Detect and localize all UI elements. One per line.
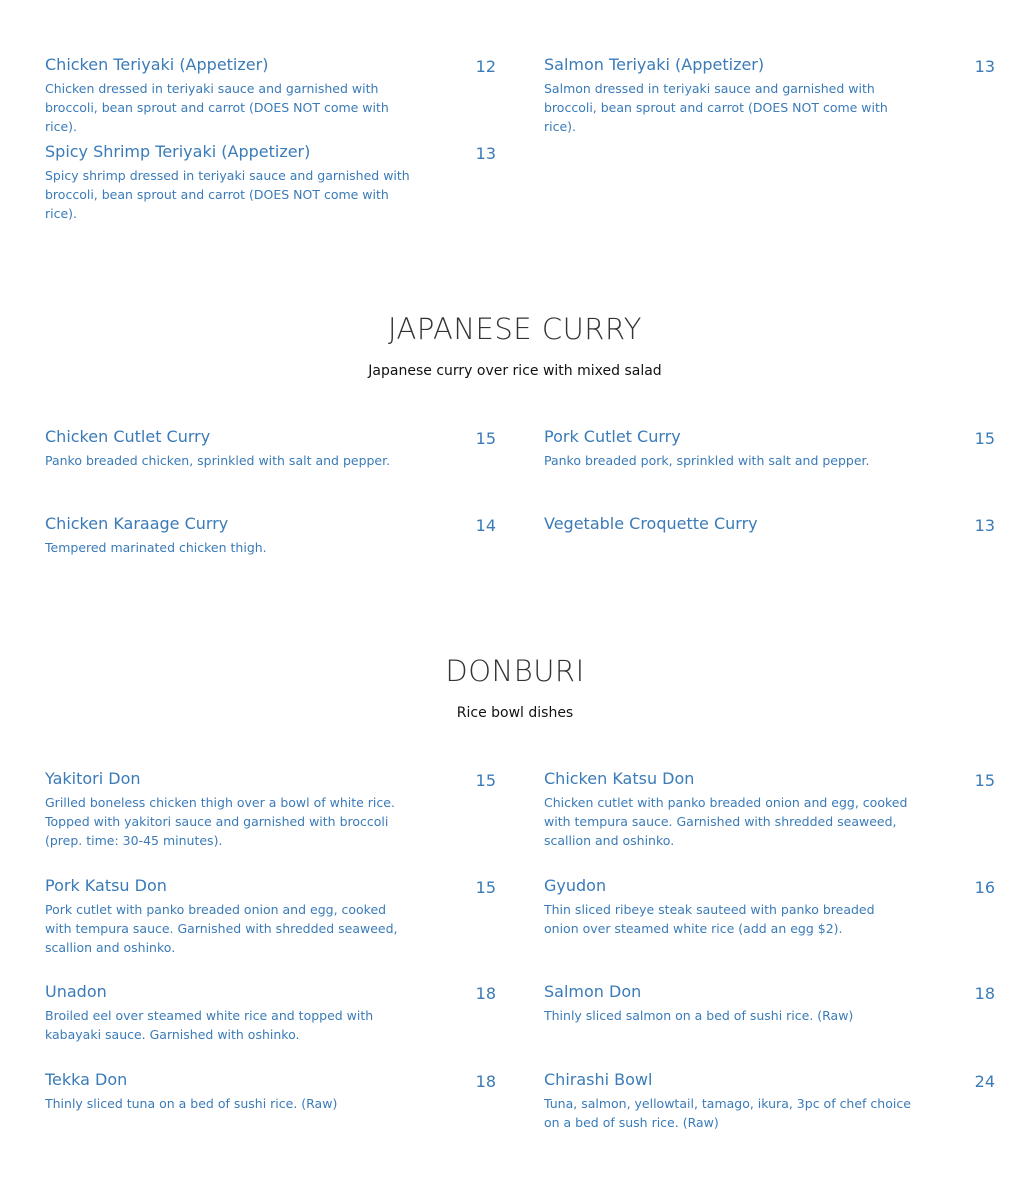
- menu-item[interactable]: [544, 513, 995, 535]
- menu-item[interactable]: [45, 513, 496, 557]
- menu-item-name: Chicken Karaage Curry: [45, 514, 229, 533]
- donburi-section: [45, 654, 995, 1130]
- section-subtitle: Japanese curry over rice with mixed salad: [368, 363, 662, 379]
- menu-item-name: Salmon Teriyaki (Appetizer): [544, 55, 765, 74]
- menu-item-price: 12: [475, 57, 496, 76]
- menu-item-name: Chicken Cutlet Curry: [45, 427, 211, 446]
- menu-item-price: 18: [475, 1072, 496, 1091]
- menu-item-description: Grilled boneless chicken thigh over a bowl of white rice. Topped with yakitori sauce and garnished with broccoli (prep. time: 30-45 minutes).: [45, 795, 395, 848]
- menu-item[interactable]: [544, 981, 995, 1025]
- menu-item-description: Panko breaded chicken, sprinkled with salt and pepper.: [45, 453, 391, 468]
- menu-item-name: Tekka Don: [45, 1070, 128, 1089]
- menu-item-name: Gyudon: [544, 876, 607, 895]
- menu-item-price: 15: [475, 429, 496, 448]
- menu-item-name: Spicy Shrimp Teriyaki (Appetizer): [45, 142, 311, 161]
- menu-item-description: Salmon dressed in teriyaki sauce and garnished with broccoli, bean sprout and carrot (DOES NOT come with rice).: [544, 81, 888, 134]
- menu-item-description: Spicy shrimp dressed in teriyaki sauce and garnished with broccoli, bean sprout and carrot (DOES NOT come with rice).: [45, 168, 410, 221]
- section-title: DONBURI: [445, 654, 585, 688]
- menu-item[interactable]: [45, 1069, 496, 1113]
- menu-item-price: 15: [475, 878, 496, 897]
- menu-item-description: Broiled eel over steamed white rice and topped with kabayaki sauce. Garnished with oshinko.: [45, 1008, 374, 1042]
- section-subtitle: Rice bowl dishes: [456, 705, 574, 721]
- menu-item-name: Yakitori Don: [45, 769, 141, 788]
- menu-item-price: 15: [974, 429, 995, 448]
- section-title: JAPANESE CURRY: [388, 312, 642, 346]
- menu-item-description: Tempered marinated chicken thigh.: [45, 540, 267, 555]
- menu-item[interactable]: [544, 875, 995, 938]
- section-header: [0, 654, 1030, 723]
- menu-item-name: Unadon: [45, 982, 107, 1001]
- menu-item-description: Pork cutlet with panko breaded onion and egg, cooked with tempura sauce. Garnished with shredded seaweed, scallion and oshinko.: [45, 902, 398, 955]
- menu-item-price: 14: [475, 516, 496, 535]
- menu-item-name: Chicken Teriyaki (Appetizer): [45, 55, 269, 74]
- menu-item-description: Thin sliced ribeye steak sauteed with panko breaded onion over steamed white rice (add an egg $2).: [544, 902, 875, 936]
- section-header: [0, 312, 1030, 381]
- menu-item-description: Thinly sliced salmon on a bed of sushi rice. (Raw): [544, 1008, 854, 1023]
- menu-item-name: Chirashi Bowl: [544, 1070, 653, 1089]
- menu-item[interactable]: [45, 426, 496, 470]
- menu-item-name: Salmon Don: [544, 982, 642, 1001]
- menu-item-name: Chicken Katsu Don: [544, 769, 695, 788]
- menu-item[interactable]: [45, 141, 496, 223]
- menu-item-price: 13: [974, 516, 995, 535]
- menu-item[interactable]: [45, 981, 496, 1044]
- japanese-curry-section: [45, 312, 995, 555]
- menu-item-price: 18: [974, 984, 995, 1003]
- menu-item[interactable]: [45, 54, 496, 136]
- menu-item-price: 16: [974, 878, 995, 897]
- menu-item-price: 13: [475, 144, 496, 163]
- menu-item-price: 13: [974, 57, 995, 76]
- menu-item[interactable]: [544, 426, 995, 470]
- menu-item-price: 15: [475, 771, 496, 790]
- menu-item[interactable]: [544, 768, 995, 850]
- menu-item-description: Tuna, salmon, yellowtail, tamago, ikura, 3pc of chef choice on a bed of sush rice. (Raw): [544, 1096, 911, 1130]
- menu-item-name: Pork Katsu Don: [45, 876, 167, 895]
- menu-item-price: 15: [974, 771, 995, 790]
- menu-item-description: Chicken cutlet with panko breaded onion and egg, cooked with tempura sauce. Garnished with shredded seaweed, scallion and oshinko.: [544, 795, 908, 848]
- menu-item-name: Vegetable Croquette Curry: [544, 514, 758, 533]
- menu-item[interactable]: [45, 768, 496, 850]
- menu-item-description: Thinly sliced tuna on a bed of sushi rice. (Raw): [45, 1096, 338, 1111]
- menu-item[interactable]: [544, 1069, 995, 1132]
- menu-item-description: Panko breaded pork, sprinkled with salt and pepper.: [544, 453, 870, 468]
- menu-item-description: Chicken dressed in teriyaki sauce and garnished with broccoli, bean sprout and carrot (DOES NOT come with rice).: [45, 81, 389, 134]
- menu-item-price: 24: [974, 1072, 995, 1091]
- menu-item[interactable]: [45, 875, 496, 957]
- menu-item[interactable]: [544, 54, 995, 136]
- menu-item-price: 18: [475, 984, 496, 1003]
- menu-item-name: Pork Cutlet Curry: [544, 427, 681, 446]
